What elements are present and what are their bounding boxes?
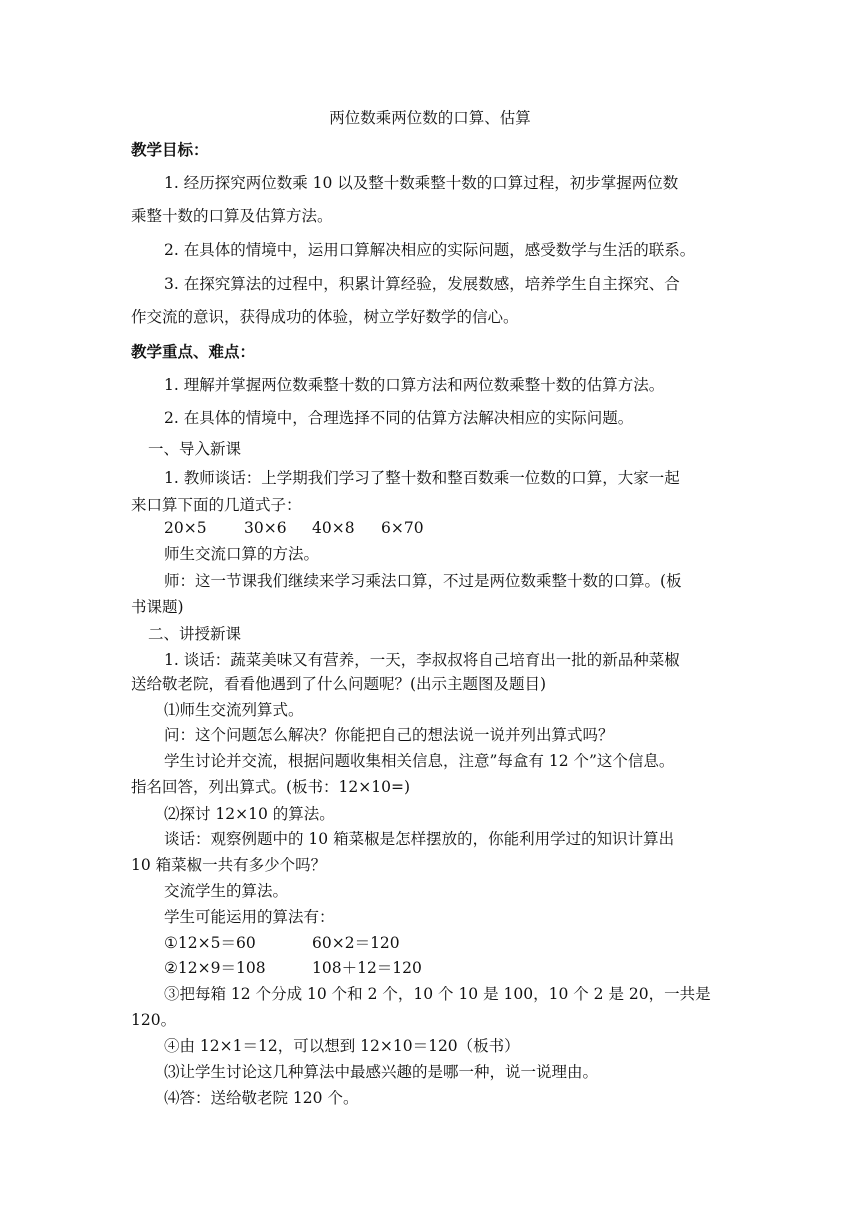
part2-item1-line-1: 1. 谈话：蔬菜美味又有营养，一天，李叔叔将自己培育出一批的新品种菜椒 [164,651,680,669]
talk-line-2: 10 箱菜椒一共有多少个吗？ [131,856,327,874]
step-1: ⑴师生交流列算式。 [164,701,304,719]
method-1-b: 60×2＝120 [312,934,400,952]
objective-3-line-2: 作交流的意识，获得成功的体验，树立学好数学的信心。 [131,308,519,326]
expression-3: 40×8 [312,519,355,537]
part1-teacher-line-2: 书课题) [131,598,184,616]
objective-3-line-1: 3. 在探究算法的过程中，积累计算经验，发展数感，培养学生自主探究、合 [164,275,680,293]
question: 问：这个问题怎么解决？你能把自己的想法说一说并列出算式吗？ [164,726,614,744]
key-point-1: 1. 理解并掌握两位数乘整十数的口算方法和两位数乘整十数的估算方法。 [164,376,665,394]
exchange-methods: 交流学生的算法。 [164,882,289,900]
method-2-a: ②12×9＝108 [164,959,266,977]
discussion: 学生讨论并交流，根据问题收集相关信息，注意”每盒有 12 个”这个信息。 [164,752,675,770]
possible-methods: 学生可能运用的算法有： [164,908,335,926]
talk-line-1: 谈话：观察例题中的 10 箱菜椒是怎样摆放的，你能利用学过的知识计算出 [164,830,675,848]
objective-2: 2. 在具体的情境中，运用口算解决相应的实际问题，感受数学与生活的联系。 [164,241,696,259]
part1-teacher-line-1: 师：这一节课我们继续来学习乘法口算，不过是两位数乘整十数的口算。(板 [164,572,682,590]
part1-exchange: 师生交流口算的方法。 [164,545,320,563]
answer-line: 指名回答，列出算式。(板书：12×10=) [131,778,411,796]
part1-item1-line-2: 来口算下面的几道式子： [131,496,302,514]
key-points-heading: 教学重点、难点： [131,343,256,361]
method-3-line-2: 120。 [131,1011,177,1029]
method-4: ④由 12×1＝12，可以想到 12×10＝120（板书） [164,1037,520,1055]
part2-heading: 二、讲授新课 [148,625,242,643]
part1-heading: 一、导入新课 [148,440,242,458]
part2-item1-line-2: 送给敬老院，看看他遇到了什么问题呢？(出示主题图及题目) [131,675,547,693]
expression-2: 30×6 [244,519,287,537]
method-1-a: ①12×5＝60 [164,934,256,952]
objectives-heading: 教学目标： [131,141,209,159]
step-2: ⑵探讨 12×10 的算法。 [164,805,335,823]
method-2-b: 108＋12＝120 [312,959,422,977]
expression-1: 20×5 [164,519,207,537]
method-3-line-1: ③把每箱 12 个分成 10 个和 2 个，10 个 10 是 100，10 个 2 是 20，一共是 [164,985,711,1003]
key-point-2: 2. 在具体的情境中，合理选择不同的估算方法解决相应的实际问题。 [164,409,634,427]
step-3: ⑶让学生讨论这几种算法中最感兴趣的是哪一种，说一说理由。 [164,1063,599,1081]
objective-1-line-2: 乘整十数的口算及估算方法。 [131,207,333,225]
objective-1-line-1: 1. 经历探究两位数乘 10 以及整十数乘整十数的口算过程，初步掌握两位数 [164,174,679,192]
page-title: 两位数乘两位数的口算、估算 [329,109,531,127]
expression-4: 6×70 [381,519,424,537]
part1-item1-line-1: 1. 教师谈话：上学期我们学习了整十数和整百数乘一位数的口算，大家一起 [164,469,680,487]
step-4: ⑷答：送给敬老院 120 个。 [164,1089,359,1107]
